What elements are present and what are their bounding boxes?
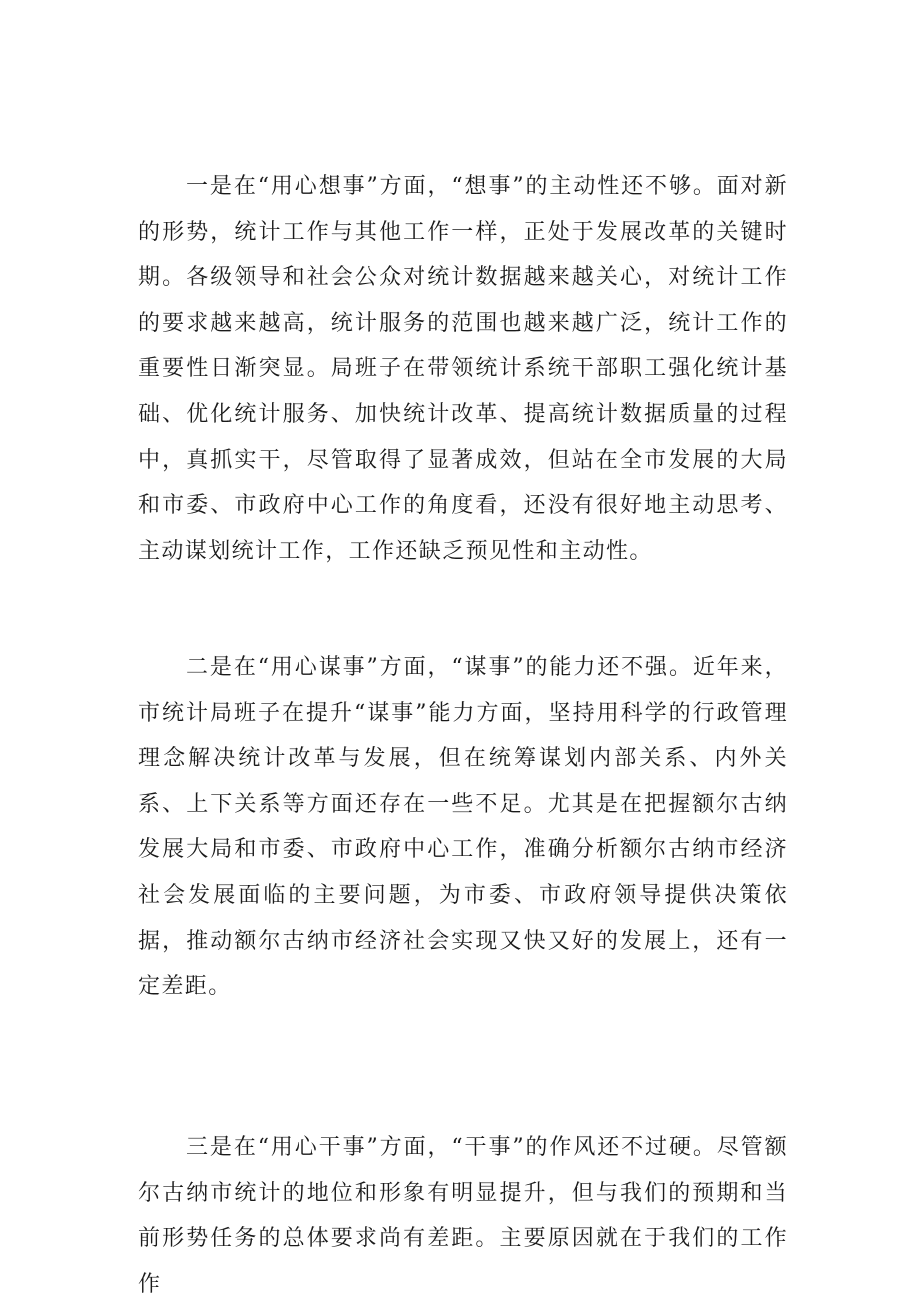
paragraph-3: 三是在“用心干事”方面，“干事”的作风还不过硬。尽管额尔古纳市统计的地位和形象有明显提升，但与我们的预期和当前形势任务的总体要求尚有差距。主要原因就在于我们的工作作 <box>138 1135 788 1297</box>
paragraph-2: 二是在“用心谋事”方面，“谋事”的能力还不强。近年来，市统计局班子在提升“谋事”能力方面，坚持用科学的行政管理理念解决统计改革与发展，但在统筹谋划内部关系、内外关系、上下关系等方面还存在一些不足。尤其是在把握额尔古纳发展大局和市委、市政府中心工作，准确分析额尔古纳市经济社会发展面临的主要问题，为市委、市政府领导提供决策依据，推动额尔古纳市经济社会实现又快又好的发展上，还有一定差距。 <box>138 655 788 1000</box>
paragraph-1: 一是在“用心想事”方面，“想事”的主动性还不够。面对新的形势，统计工作与其他工作一样，正处于发展改革的关键时期。各级领导和社会公众对统计数据越来越关心，对统计工作的要求越来越高，统计服务的范围也越来越广泛，统计工作的重要性日渐突显。局班子在带领统计系统干部职工强化统计基础、优化统计服务、加快统计改革、提高统计数据质量的过程中，真抓实干，尽管取得了显著成效，但站在全市发展的大局和市委、市政府中心工作的角度看，还没有很好地主动思考、主动谋划统计工作，工作还缺乏预见性和主动性。 <box>138 174 788 564</box>
